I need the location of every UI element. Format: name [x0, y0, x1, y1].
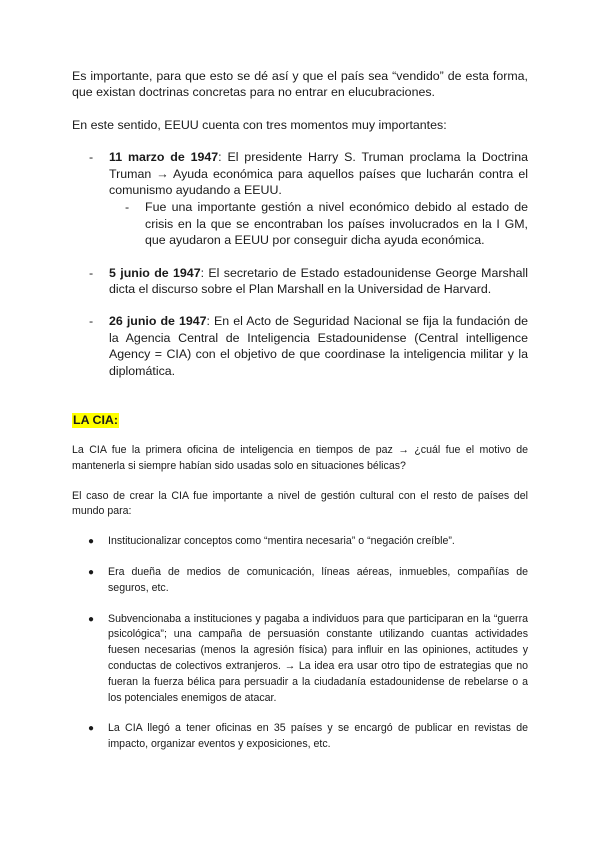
cia-heading: LA CIA: — [73, 413, 118, 428]
dash-marker: - — [89, 265, 94, 280]
moment-subtext: Fue una importante gestión a nivel económico debido al estado de crisis en la que se encontraban los países involucrados en la I GM, que ayudaron a EEUU por conseguir dicha ayuda económica. — [145, 200, 528, 248]
dash-marker: - — [89, 314, 94, 329]
cia-intro-paragraph: La CIA fue la primera oficina de inteligencia en tiempos de paz → ¿cuál fue el motivo de mantenerla si siempre habían sido usadas solo en situaciones bélicas? — [72, 444, 528, 472]
list-item — [72, 534, 528, 550]
list-item — [72, 721, 528, 753]
moments-intro: En este sentido, EEUU cuenta con tres momentos muy importantes: — [72, 117, 447, 132]
bullet-marker: ● — [88, 567, 95, 579]
bullet-marker: ● — [88, 723, 95, 735]
moment-text: : El secretario de Estado estadounidense George Marshall dicta el discurso sobre el Plan Marshall en la Universidad de Harvard. — [109, 265, 528, 297]
bullet-text: Institucionalizar conceptos como “mentira necesaria” o “negación creíble”. — [108, 535, 455, 548]
section-heading — [72, 411, 528, 429]
moment-text: : En el Acto de Seguridad Nacional se fija la fundación de la Agencia Central de Inteligencia Estadounidense (Central intelligence Agency = CIA) con el objetivo de que coordinase la inteligencia militar y la diplomática. — [109, 314, 528, 378]
dash-marker: - — [89, 150, 94, 165]
cia-purpose-paragraph: El caso de crear la CIA fue importante a nivel de gestión cultural con el resto de países del mundo para: — [72, 489, 528, 518]
cia-bullet-list — [72, 534, 528, 753]
moments-list — [72, 149, 528, 379]
moment-text: : El presidente Harry S. Truman proclama la Doctrina Truman → Ayuda económica para aquellos países que lucharán contra el comunismo ayudando a EEUU. — [109, 150, 528, 198]
bullet-marker: ● — [88, 613, 95, 625]
bullet-text: Subvencionaba a instituciones y pagaba a individuos para que participaran en la “guerra psicológica”; una campaña de persuasión constante utilizando cuantas actividades fuesen necesarias (menos la agresión física) para influir en las opiniones, actitudes y conductas de colectivos extranjeros. → La idea era usar otro tipo de estrategias que no fueran la fuerza bélica para persuadir a la ciudadanía estadounidense de rebelarse o a los potenciales enemigos de atacar. — [108, 612, 528, 704]
dash-marker: - — [125, 200, 130, 215]
sub-list-item — [72, 199, 528, 248]
moment-date: 26 junio de 1947 — [109, 314, 207, 329]
list-item — [72, 565, 528, 597]
document-page — [72, 68, 528, 753]
list-item — [72, 265, 528, 298]
list-item — [72, 149, 528, 198]
moment-date: 5 junio de 1947 — [109, 265, 201, 280]
bullet-marker: ● — [88, 536, 95, 548]
bullet-text: Era dueña de medios de comunicación, líneas aéreas, inmuebles, compañías de seguros, etc. — [108, 566, 528, 594]
intro-paragraph: Es importante, para que esto se dé así y que el país sea “vendido” de esta forma, que existan doctrinas concretas para no entrar en elucubraciones. — [72, 69, 528, 100]
list-item — [72, 612, 528, 707]
list-item — [72, 313, 528, 379]
moment-date: 11 marzo de 1947 — [109, 150, 219, 165]
bullet-text: La CIA llegó a tener oficinas en 35 países y se encargó de publicar en revistas de impacto, organizar eventos y exposiciones, etc. — [108, 722, 528, 751]
